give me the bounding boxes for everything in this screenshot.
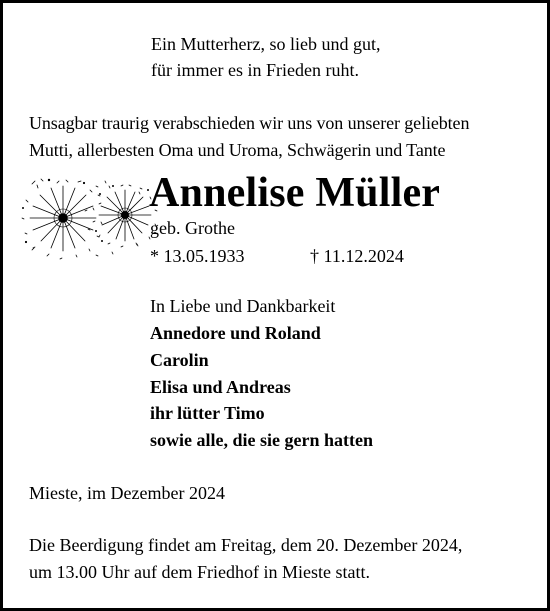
funeral-line-2: um 13.00 Uhr auf dem Friedhof in Mieste statt. <box>29 562 370 582</box>
intro-line-1: Unsagbar traurig verabschieden wir uns von unserer geliebten <box>29 113 470 133</box>
mourner-name: Elisa und Andreas <box>150 377 291 397</box>
mourner-name: sowie alle, die sie gern hatten <box>150 430 373 450</box>
death-date: † 11.12.2024 <box>310 246 404 266</box>
verse-line-1: Ein Mutterherz, so lieb und gut, <box>151 34 381 54</box>
location-date: Mieste, im Dezember 2024 <box>29 483 225 503</box>
intro-line-2: Mutti, allerbesten Oma und Uroma, Schwägerin und Tante <box>29 140 446 160</box>
mourners-intro: In Liebe und Dankbarkeit <box>150 296 336 316</box>
deceased-name: Annelise Müller <box>149 170 441 216</box>
birth-name: geb. Grothe <box>150 218 235 238</box>
birth-date: * 13.05.1933 <box>150 246 245 266</box>
funeral-line-1: Die Beerdigung findet am Freitag, dem 20. Dezember 2024, <box>29 535 463 555</box>
verse-line-2: für immer es in Frieden ruht. <box>151 60 359 80</box>
mourner-name: ihr lütter Timo <box>150 403 265 423</box>
mourner-name: Carolin <box>150 350 209 370</box>
dandelion-seedhead-icon <box>23 176 141 264</box>
mourner-name: Annedore und Roland <box>150 323 321 343</box>
